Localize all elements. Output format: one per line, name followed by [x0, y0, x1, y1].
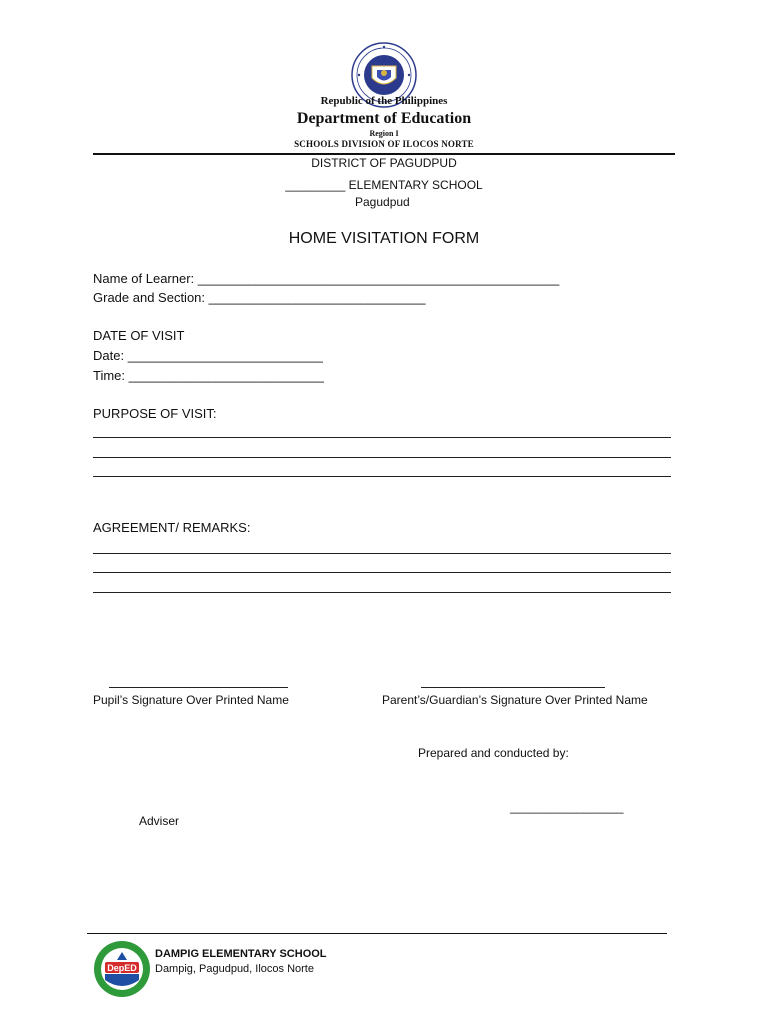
form-title: HOME VISITATION FORM	[288, 230, 480, 247]
date-blank: ___________________________	[127, 348, 323, 363]
header-rule	[93, 153, 675, 155]
prepared-by-label: Prepared and conducted by:	[418, 746, 569, 760]
town-line: Pagudpud	[355, 195, 410, 209]
school-logo	[93, 940, 151, 998]
agreement-line-2[interactable]	[93, 572, 671, 573]
time-label: Time:	[93, 368, 129, 383]
division-line: SCHOOLS DIVISION OF ILOCOS NORTE	[294, 139, 474, 149]
purpose-label: PURPOSE OF VISIT:	[93, 406, 217, 421]
purpose-line-3[interactable]	[93, 476, 671, 477]
grade-label: Grade and Section:	[93, 290, 209, 305]
pupil-signature-line[interactable]	[109, 687, 288, 688]
district-line: DISTRICT OF PAGUDPUD	[311, 156, 457, 170]
adviser-label: Adviser	[139, 814, 180, 828]
grade-blank: ______________________________	[208, 290, 426, 305]
date-label: Date:	[93, 348, 128, 363]
footer-rule	[87, 933, 667, 934]
region-line: Region I	[369, 129, 399, 138]
school-logo-text: DepED	[107, 963, 137, 973]
purpose-line-1[interactable]	[93, 437, 671, 438]
footer-school-name: DAMPIG ELEMENTARY SCHOOL	[155, 948, 327, 960]
time-field[interactable]	[93, 368, 324, 383]
date-field[interactable]	[93, 348, 323, 363]
time-blank: ___________________________	[128, 368, 324, 383]
learner-label: Name of Learner:	[93, 271, 198, 286]
republic-line: Republic of the Philippines	[320, 95, 448, 107]
school-line: _________ ELEMENTARY SCHOOL	[285, 178, 483, 192]
agreement-line-1[interactable]	[93, 553, 671, 554]
learner-blank: __________________________________________________	[197, 271, 560, 286]
department-title: Department of Education	[296, 110, 472, 127]
agreement-line-3[interactable]	[93, 592, 671, 593]
parent-signature-label: Parent’s/Guardian’s Signature Over Printed Name	[382, 693, 648, 707]
agreement-label: AGREEMENT/ REMARKS:	[93, 520, 251, 535]
parent-signature-line[interactable]	[421, 687, 605, 688]
learner-field[interactable]	[93, 271, 559, 286]
grade-section-field[interactable]	[93, 290, 426, 305]
pupil-signature-label: Pupil’s Signature Over Printed Name	[93, 693, 289, 707]
purpose-line-2[interactable]	[93, 457, 671, 458]
date-of-visit-heading: DATE OF VISIT	[93, 328, 185, 343]
adviser-signature-blank[interactable]: _________________	[510, 800, 624, 814]
footer-address: Dampig, Pagudpud, Ilocos Norte	[155, 963, 314, 975]
